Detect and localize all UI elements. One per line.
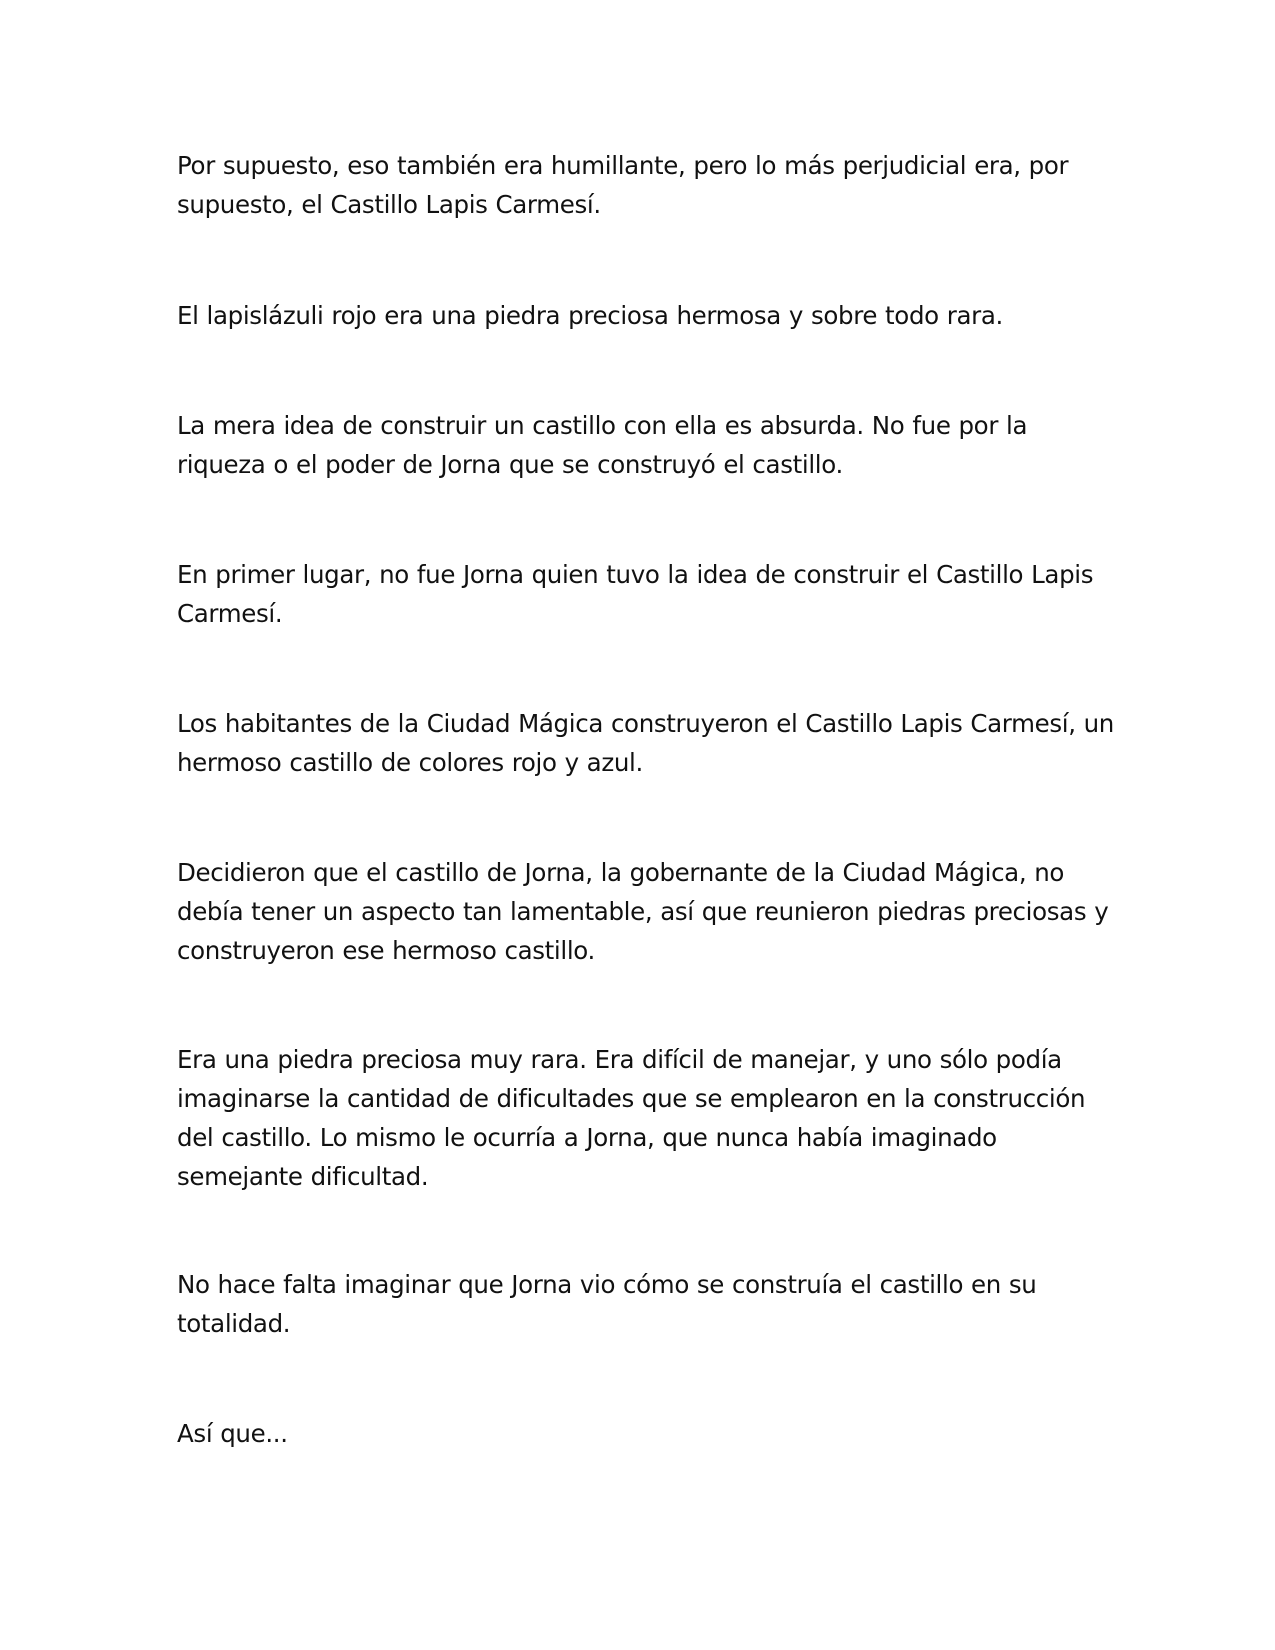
- paragraph-4: En primer lugar, no fue Jorna quien tuvo la idea de construir el Castillo Lapis Carmesí.: [177, 560, 1094, 628]
- paragraph-6: Decidieron que el castillo de Jorna, la gobernante de la Ciudad Mágica, no debía tener un aspecto tan lamentable, así que reunieron piedras preciosas y construyeron ese hermoso castillo.: [177, 858, 1109, 965]
- paragraph-8: No hace falta imaginar que Jorna vio cómo se construía el castillo en su totalidad.: [177, 1270, 1037, 1338]
- paragraph-7: Era una piedra preciosa muy rara. Era difícil de manejar, y uno sólo podía imaginarse la cantidad de dificultades que se emplearon en la construcción del castillo. Lo mismo le ocurría a Jorna, que nunca había imaginado semejante dificultad.: [177, 1045, 1086, 1191]
- paragraph-2: El lapislázuli rojo era una piedra preciosa hermosa y sobre todo rara.: [177, 301, 1003, 330]
- paragraph-3: La mera idea de construir un castillo con ella es absurda. No fue por la riqueza o el poder de Jorna que se construyó el castillo.: [177, 411, 1028, 479]
- paragraph-1: Por supuesto, eso también era humillante, pero lo más perjudicial era, por supuesto, el Castillo Lapis Carmesí.: [177, 151, 1069, 219]
- paragraph-5: Los habitantes de la Ciudad Mágica construyeron el Castillo Lapis Carmesí, un hermoso castillo de colores rojo y azul.: [177, 709, 1114, 777]
- paragraph-9: Así que...: [177, 1419, 288, 1448]
